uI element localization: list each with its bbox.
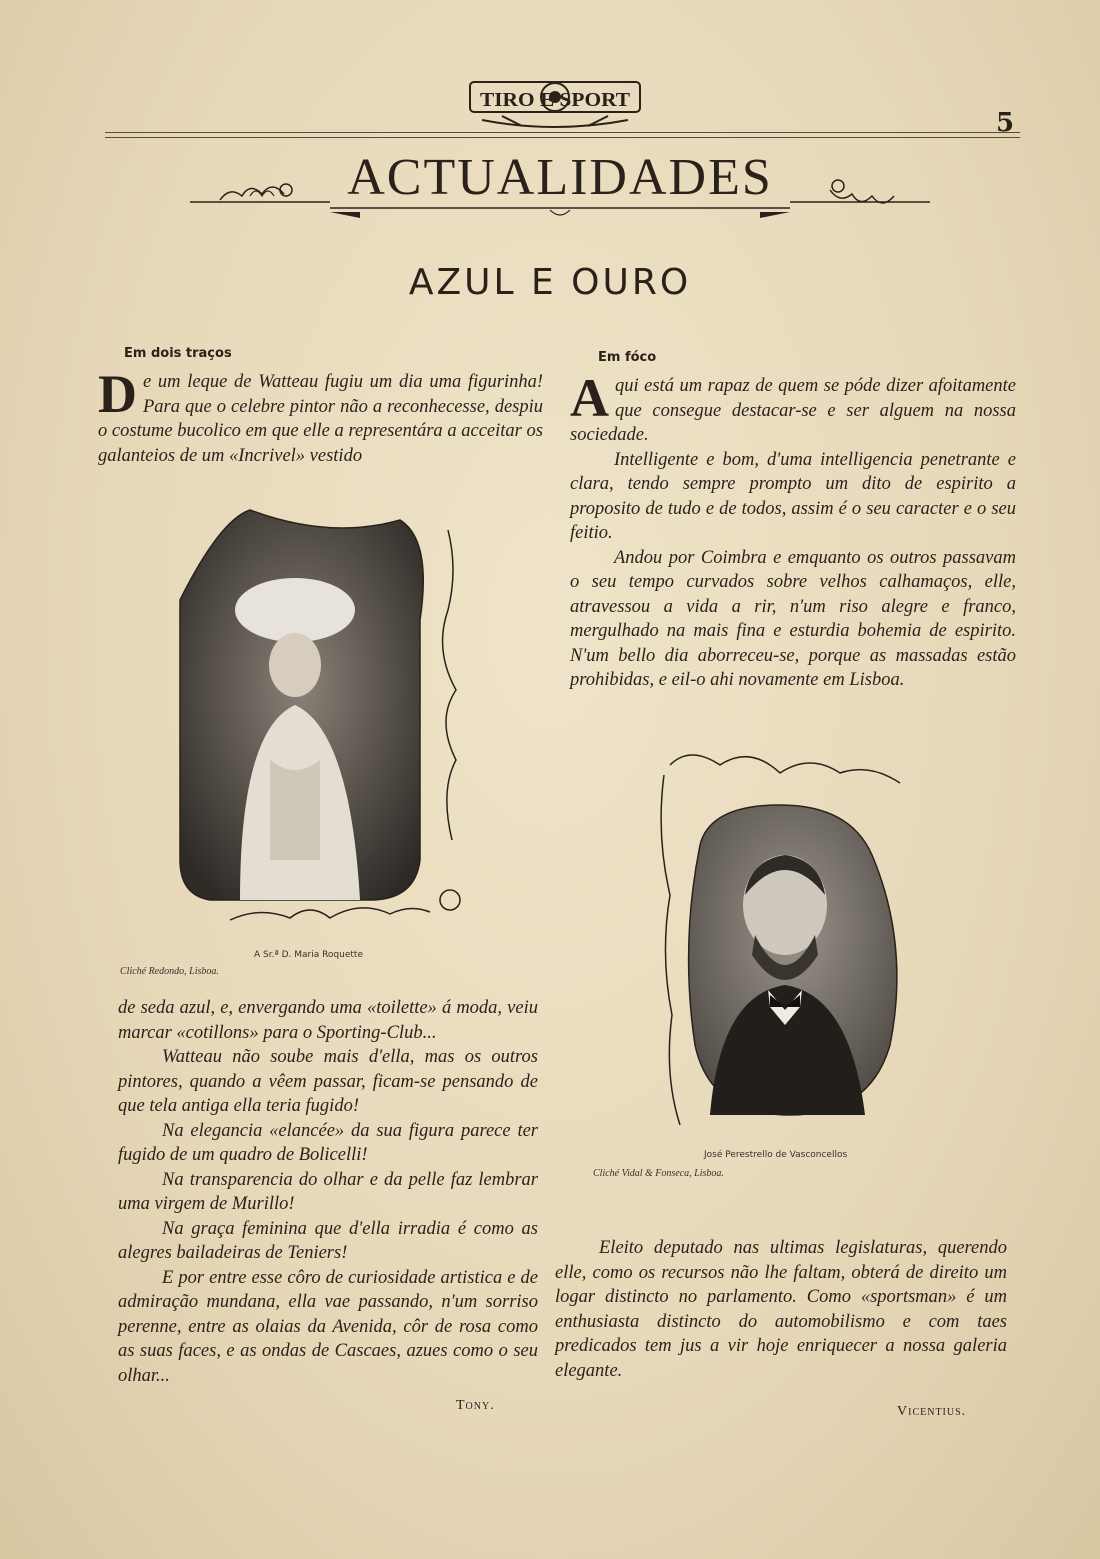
article-title: AZUL E OURO (408, 262, 692, 303)
left-subhead: Em dois traços (124, 346, 232, 361)
portrait-vasconcellos-caption: José Perestrello de Vasconcellos (704, 1150, 848, 1160)
header-rule (105, 132, 1020, 133)
right-paragraph: Intelligente e bom, d'uma intelligencia penetrante e clara, tendo sempre prompto um dito de espirito a proposito de tudo e de todos, assim é o seu caracter e o seu feitio. (570, 449, 1016, 543)
right-closing-paragraph: Eleito deputado nas ultimas legislaturas, querendo elle, como os recursos não lhe faltam, obterá de direito um logar distincto no parlamento. Como «sportsman» é um enthusiasta distincto do automobilismo e com taes predicados tem jus a vir hoje enriquecer a nossa galeria elegante. (555, 1238, 1007, 1381)
left-intro-text: e um leque de Watteau fugiu um dia uma figurinha! Para que o celebre pintor não a reconhecesse, despiu o costume bucolico em que elle a representára a acceitar os galanteios de um «Incrivel» vestido (98, 372, 543, 466)
left-intro (98, 364, 543, 468)
masthead-text: TIRO E SPORT (480, 89, 631, 111)
right-paragraph: qui está um rapaz de quem se póde dizer afoitamente que consegue destacar-se e ser alguem na nossa sociedade. (570, 376, 1016, 445)
portrait-roquette-caption: A Sr.ª D. Maria Roquette (254, 950, 363, 960)
right-subhead: Em fóco (598, 350, 657, 365)
masthead-logo (462, 76, 648, 132)
left-dropcap: D (98, 364, 137, 424)
left-paragraph: Na transparencia do olhar e da pelle faz lembrar uma virgem de Murillo! (118, 1169, 538, 1214)
section-title: ACTUALIDADES (347, 149, 773, 206)
page-number: 5 (996, 108, 1015, 138)
header-rule-secondary (105, 137, 1020, 138)
portrait-vasconcellos-frame (650, 745, 930, 1145)
right-closing (555, 1236, 1007, 1383)
left-paragraph: Na graça feminina que d'ella irradia é como as alegres bailadeiras de Teniers! (118, 1218, 538, 1263)
right-dropcap: A (570, 368, 609, 428)
left-paragraph: E por entre esse côro de curiosidade artistica e de admiração mundana, ella vae passando, n'um sorriso perenne, entre as olaias da Avenida, côr de rosa como as suas faces, e as ondas de Cascaes, azues como o seu olhar... (118, 1267, 538, 1386)
left-signature: Tony. (456, 1398, 495, 1413)
portrait-roquette-frame (170, 500, 470, 950)
portrait-roquette-credit: Cliché Redondo, Lisboa. (120, 966, 219, 977)
portrait-vasconcellos-credit: Cliché Vidal & Fonseca, Lisboa. (593, 1168, 724, 1179)
left-paragraph: Watteau não soube mais d'ella, mas os outros pintores, quando a vêem passar, ficam-se pensando de que tela antiga ella teria fugido! (118, 1047, 538, 1116)
right-paragraph: Andou por Coimbra e emquanto os outros passavam o seu tempo curvados sobre velhos calhamaços, elle, atravessou a vida a rir, n'um riso alegre e franco, mergulhado na mais fina e esturdia bohemia de espirito. N'um bello dia aborreceu-se, porque as massadas estão prohibidas, e eil-o ahi novamente em Lisboa. (570, 547, 1016, 690)
left-paragraph: Na elegancia «elancée» da sua figura parece ter fugido de um quadro de Bolicelli! (118, 1120, 538, 1165)
right-signature: Vicentius. (897, 1404, 967, 1419)
right-intro (570, 368, 1016, 693)
left-body (118, 996, 538, 1388)
left-paragraph: de seda azul, e, envergando uma «toilette» á moda, veiu marcar «cotillons» para o Sporting-Club... (118, 998, 538, 1043)
